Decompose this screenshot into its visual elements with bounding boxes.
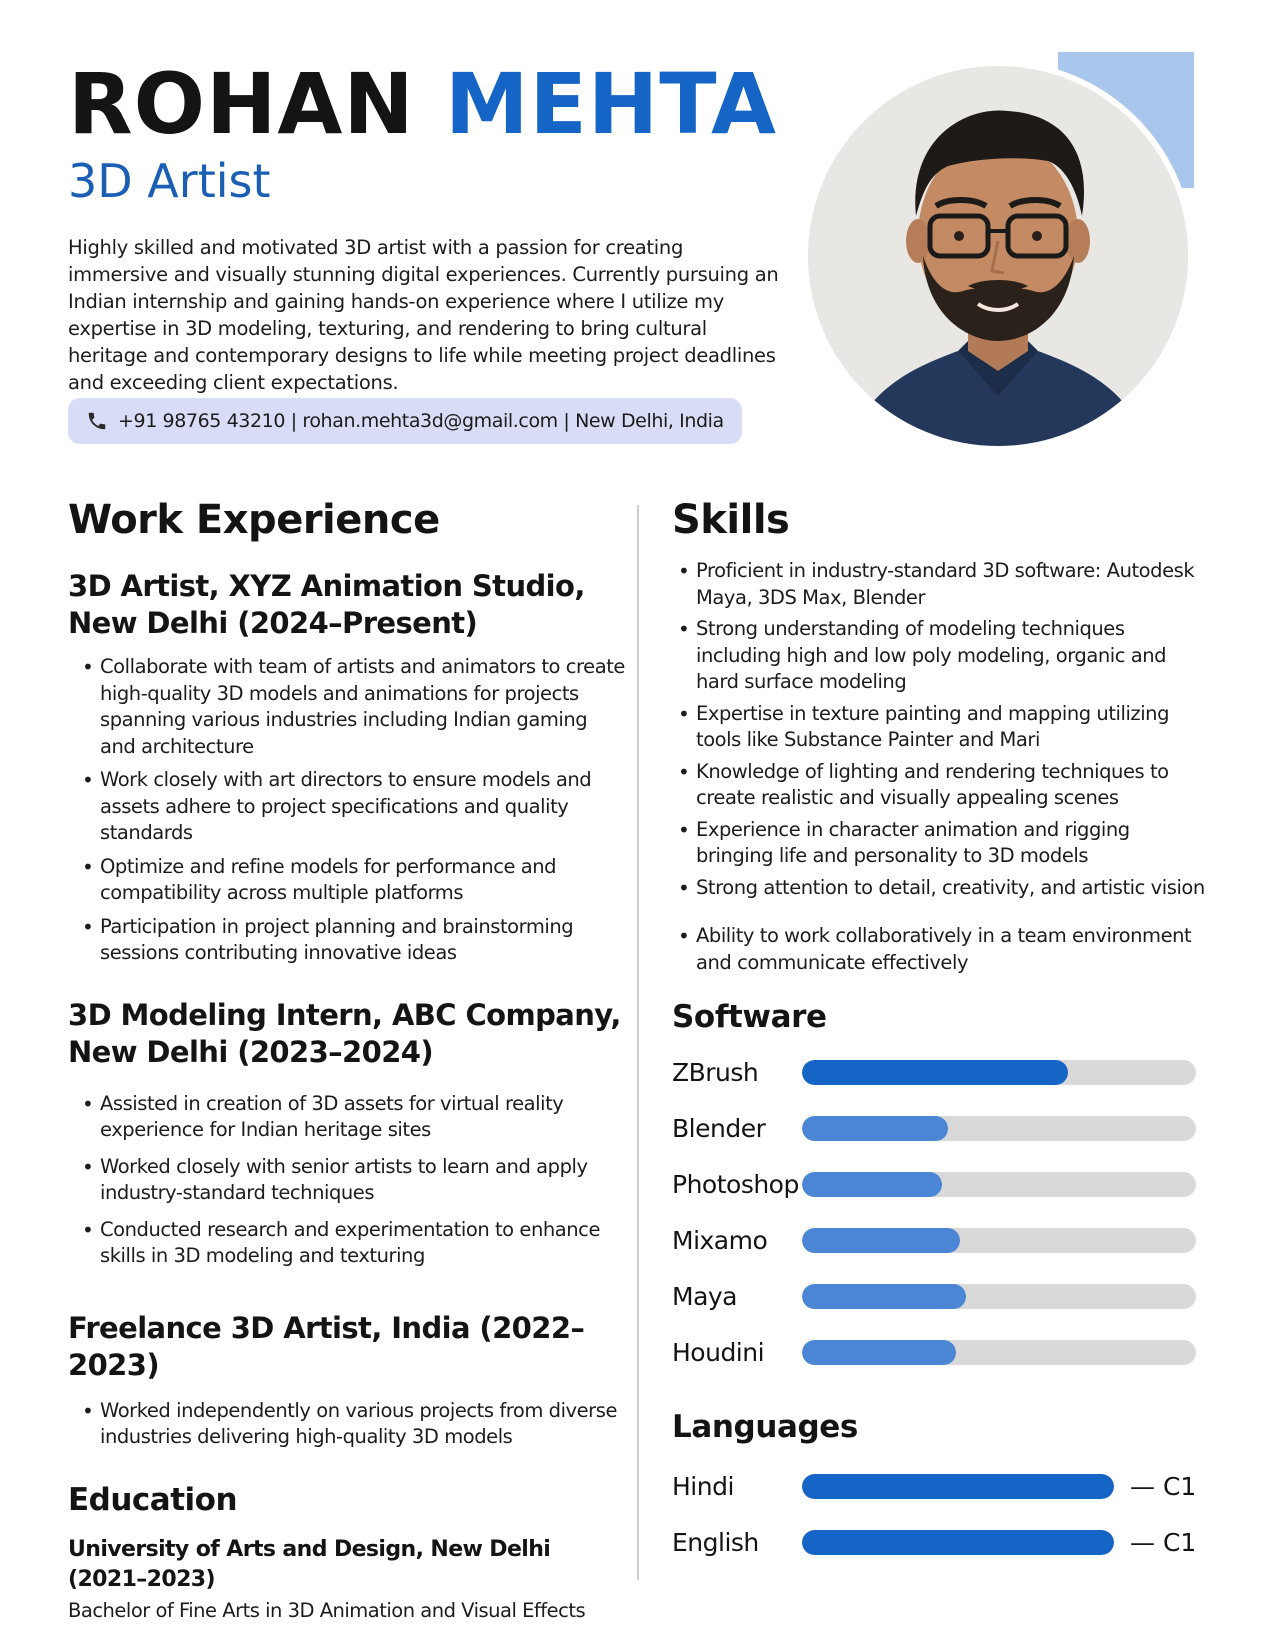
software-bar-track — [802, 1060, 1196, 1085]
software-row — [672, 1212, 1212, 1268]
languages-list — [672, 1458, 1212, 1570]
software-bar-track — [802, 1284, 1196, 1309]
list-item: • Expertise in texture painting and mapping utilizing tools like Substance Painter and Mari — [672, 701, 1212, 754]
languages-heading: Languages — [672, 1409, 858, 1446]
software-bar-fill — [802, 1284, 966, 1309]
job-2-title: 3D Modeling Intern, ABC Company, New Delhi (2023–2024) — [68, 997, 621, 1069]
job-1-title: 3D Artist, XYZ Animation Studio, New Delhi (2024–Present) — [68, 569, 585, 640]
language-name: English — [672, 1527, 759, 1557]
software-bar-fill — [802, 1340, 956, 1365]
job-1 — [68, 568, 628, 967]
software-bar-fill — [802, 1228, 960, 1253]
right-column — [672, 498, 1212, 1570]
profile-summary: Highly skilled and motivated 3D artist with a passion for creating immersive and visually stunning digital experiences. Currently pursuing an Indian internship and gaining hands-on experience where I utilize my expertise in 3D modeling, texturing, and rendering to bring cultural heritage and contemporary designs to life while meeting project deadlines and exceeding client expectations. — [68, 236, 779, 394]
software-bar-fill — [802, 1172, 942, 1197]
list-item: • Knowledge of lighting and rendering techniques to create realistic and visually appealing scenes — [672, 759, 1212, 812]
language-bar-track — [802, 1474, 1114, 1499]
software-bar-fill — [802, 1060, 1068, 1085]
language-level: — C1 — [1130, 1471, 1197, 1501]
software-name: Maya — [672, 1281, 738, 1311]
portrait-illustration — [808, 66, 1188, 446]
language-row — [672, 1514, 1212, 1570]
list-item: • Ability to work collaboratively in a team environment and communicate effectively — [672, 923, 1212, 976]
skills-heading: Skills — [672, 497, 790, 543]
education-degree: Bachelor of Fine Arts in 3D Animation and Visual Effects — [68, 1598, 586, 1622]
education-section — [68, 1483, 628, 1625]
list-item: • Proficient in industry-standard 3D software: Autodesk Maya, 3DS Max, Blender — [672, 558, 1212, 611]
job-1-bullets — [68, 654, 628, 967]
job-2 — [68, 997, 628, 1270]
list-item: • Experience in character animation and rigging bringing life and personality to 3D models — [672, 817, 1212, 870]
candidate-name — [68, 55, 778, 153]
job-role: 3D Artist — [68, 154, 271, 208]
software-bar-fill — [802, 1116, 948, 1141]
software-bar-track — [802, 1340, 1196, 1365]
profile-photo — [802, 60, 1194, 452]
skills-bullets — [672, 558, 1212, 976]
contact-bar — [68, 398, 742, 444]
list-item: • Optimize and refine models for performance and compatibility across multiple platforms — [68, 854, 628, 907]
list-item: • Conducted research and experimentation to enhance skills in 3D modeling and texturing — [68, 1217, 628, 1270]
list-item: • Work closely with art directors to ensure models and assets adhere to project specifications and quality standards — [68, 767, 628, 847]
job-2-bullets — [68, 1091, 628, 1270]
software-name: Mixamo — [672, 1225, 768, 1255]
left-column — [68, 498, 628, 1625]
list-item: • Participation in project planning and brainstorming sessions contributing innovative ideas — [68, 914, 628, 967]
software-row — [672, 1156, 1212, 1212]
software-bar-track — [802, 1172, 1196, 1197]
list-item: • Worked independently on various projects from diverse industries delivering high-quality 3D models — [68, 1398, 628, 1451]
language-bar-fill — [802, 1474, 1114, 1499]
column-divider — [637, 505, 639, 1580]
contact-text: +91 98765 43210 | rohan.mehta3d@gmail.com | New Delhi, India — [118, 410, 724, 432]
job-3-title: Freelance 3D Artist, India (2022–2023) — [68, 1310, 585, 1382]
phone-icon — [86, 410, 108, 432]
list-item: • Strong understanding of modeling techniques including high and low poly modeling, organic and hard surface modeling — [672, 616, 1212, 696]
software-row — [672, 1100, 1212, 1156]
education-school: University of Arts and Design, New Delhi (2021–2023) — [68, 1536, 551, 1592]
language-level: — C1 — [1130, 1527, 1197, 1557]
list-item: • Collaborate with team of artists and animators to create high-quality 3D models and animations for projects spanning various industries including Indian gaming and architecture — [68, 654, 628, 760]
language-name: Hindi — [672, 1471, 734, 1501]
software-row — [672, 1268, 1212, 1324]
last-name: MEHTA — [444, 55, 778, 153]
software-row — [672, 1324, 1212, 1380]
list-item: • Strong attention to detail, creativity, and artistic vision — [672, 875, 1212, 902]
work-experience-heading: Work Experience — [68, 497, 440, 543]
language-bar-track — [802, 1530, 1114, 1555]
software-name: Photoshop — [672, 1169, 799, 1199]
software-bar-track — [802, 1228, 1196, 1253]
job-3-bullets — [68, 1398, 628, 1451]
software-name: Blender — [672, 1113, 766, 1143]
list-item: • Worked closely with senior artists to learn and apply industry-standard techniques — [68, 1154, 628, 1207]
software-name: Houdini — [672, 1337, 765, 1367]
software-name: ZBrush — [672, 1057, 759, 1087]
software-row — [672, 1044, 1212, 1100]
list-item: • Assisted in creation of 3D assets for virtual reality experience for Indian heritage sites — [68, 1091, 628, 1144]
skills-list — [672, 558, 1212, 976]
language-row — [672, 1458, 1212, 1514]
software-heading: Software — [672, 999, 827, 1035]
language-bar-fill — [802, 1530, 1114, 1555]
software-bar-track — [802, 1116, 1196, 1141]
education-heading: Education — [68, 1481, 238, 1518]
job-3 — [68, 1310, 628, 1451]
first-name: ROHAN — [68, 55, 415, 153]
software-list — [672, 1044, 1212, 1380]
